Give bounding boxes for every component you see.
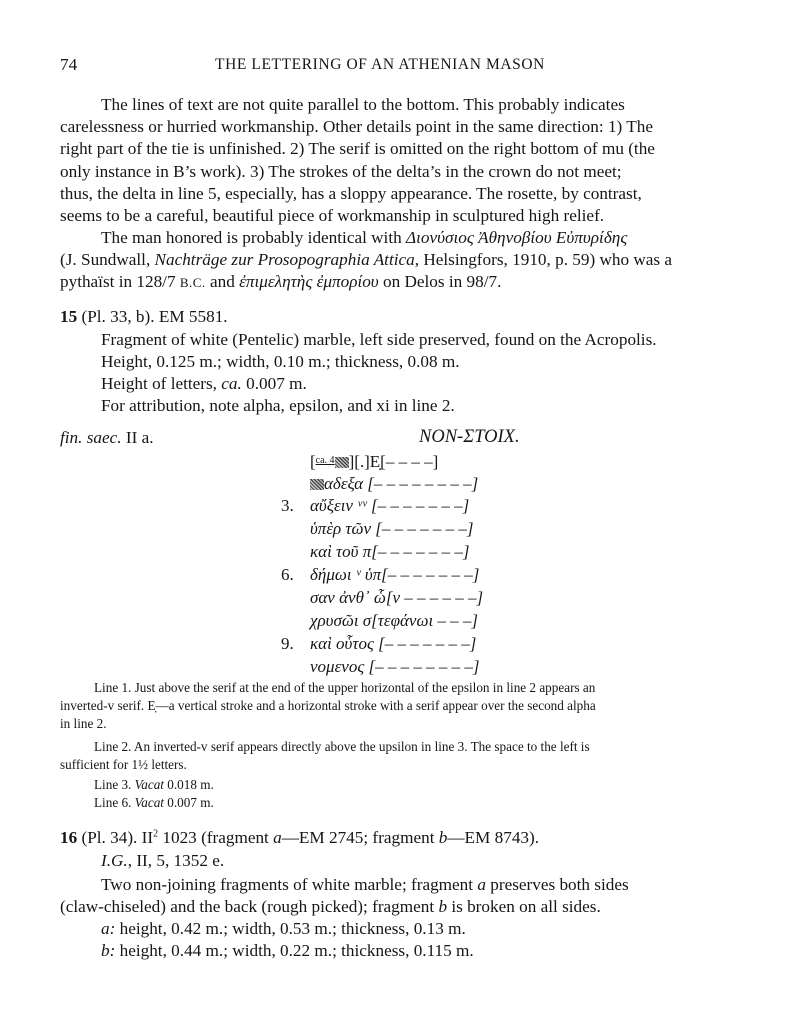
text: Height of letters, <box>101 374 222 393</box>
text: preserves both sides <box>485 875 629 894</box>
ig-reference <box>101 851 224 871</box>
dimensions-b <box>101 941 474 961</box>
text: (J. Sundwall, <box>60 250 155 269</box>
line-number: 6. <box>281 565 294 584</box>
fragment-label: b <box>438 897 448 916</box>
text: is broken on all sides. <box>447 897 601 916</box>
text: 0.007 m. <box>163 795 214 810</box>
description-line <box>60 897 601 917</box>
text: 1023 (fragment <box>158 828 274 847</box>
entry-reference: (Pl. 33, b). EM 5581. <box>77 307 228 326</box>
note-line: Line 1. Just above the serif at the end of the upper horizontal of the epsilon in line 2 appears an <box>94 680 596 695</box>
text-line <box>60 250 672 270</box>
text: —EM 8743). <box>447 828 540 847</box>
inscription-line-10: νομενος [– – – – – – – –] <box>310 657 480 676</box>
greek-title: ἐπιμελητὴς ἐμπορίου <box>239 272 379 291</box>
description-line: Height, 0.125 m.; width, 0.10 m.; thickness, 0.08 m. <box>101 352 460 371</box>
text: ][.]Ε̣[– – – –] <box>348 452 439 471</box>
text: , Helsingfors, 1910, p. 59) who was a <box>414 250 673 269</box>
page-number: 74 <box>60 55 78 74</box>
text-line: right part of the tie is unfinished. 2) The serif is omitted on the right bottom of mu (the <box>60 139 655 158</box>
entry-number: 16 <box>60 828 78 847</box>
letter-count: ca. 4 <box>315 455 335 466</box>
text: —EM 2745; fragment <box>281 828 439 847</box>
text: on Delos in 98/7. <box>378 272 502 291</box>
superscript: 2 <box>153 828 159 840</box>
fragment-label: a: <box>101 919 116 938</box>
inscription-line-3: αὔξειν ᵛᵛ [– – – – – – –] <box>310 496 470 515</box>
note-line <box>94 777 214 793</box>
text-line: The lines of text are not quite parallel to the bottom. This probably indicates <box>101 95 625 114</box>
note-line: inverted-v serif. Ε̣—a vertical stroke and a horizontal stroke with a serif appear over the second alpha <box>60 698 596 713</box>
inscription-style: NON-ΣΤΟΙΧ. <box>419 427 520 447</box>
fragment-label: a <box>477 875 486 894</box>
text-line: only instance in B’s work). 3) The strokes of the delta’s in the crown do not meet; <box>60 162 622 181</box>
date-label <box>60 428 154 448</box>
circa: ca. <box>221 374 242 393</box>
era-abbrev: B.C. <box>179 275 206 290</box>
text-line: carelessness or hurried workmanship. Other details point in the same direction: 1) The <box>60 117 653 136</box>
damaged-letter <box>310 479 324 490</box>
running-title: THE LETTERING OF AN ATHENIAN MASON <box>215 56 545 73</box>
text: fin. saec. <box>60 428 122 447</box>
text: 0.018 m. <box>163 777 214 792</box>
inscription-line-2 <box>310 474 478 494</box>
text: and <box>205 272 240 291</box>
text-line <box>101 228 627 248</box>
note-line: Line 2. An inverted-v serif appears directly above the upsilon in line 3. The space to the left is <box>94 739 590 754</box>
text: (claw-chiseled) and the back (rough picked); fragment <box>60 897 439 916</box>
damaged-letter <box>335 457 349 468</box>
text-line: seems to be a careful, beautiful piece of workmanship in sculptured high relief. <box>60 206 605 225</box>
inscription-line-8: χρυσῶι σ[τεφάνωι – – –] <box>310 611 479 630</box>
text: II a. <box>121 428 154 447</box>
inscription-line-1 <box>310 452 438 472</box>
inscription-line-7: σαν ἀνθ᾽ ὧ[ν – – – – – –] <box>310 588 484 607</box>
text: 0.007 m. <box>241 374 307 393</box>
attribution-note: For attribution, note alpha, epsilon, and xi in line 2. <box>101 396 455 415</box>
inscription-line-6: δήμωι ᵛ ὑπ[– – – – – – –] <box>310 565 480 584</box>
text: The man honored is probably identical with <box>101 228 407 247</box>
text: , II, 5, 1352 e. <box>127 851 225 870</box>
dimensions-a <box>101 919 466 939</box>
note-line <box>94 795 214 811</box>
text: Line 6. <box>94 795 135 810</box>
inscription-line-9: καὶ οὗτος [– – – – – – –] <box>310 634 477 653</box>
fragment-label: b: <box>101 941 116 960</box>
text-line: thus, the delta in line 5, especially, has a sloppy appearance. The rosette, by contrast, <box>60 184 642 203</box>
text-line <box>60 272 501 292</box>
text: αδεξα [– – – – – – – –] <box>324 474 479 493</box>
fragment-label: b <box>438 828 448 847</box>
entry-heading <box>60 828 539 848</box>
fragment-label: a <box>273 828 282 847</box>
text: height, 0.44 m.; width, 0.22 m.; thickness, 0.115 m. <box>115 941 474 960</box>
note-line: sufficient for 1½ letters. <box>60 757 187 772</box>
note-line: in line 2. <box>60 716 107 731</box>
line-number: 9. <box>281 634 294 653</box>
description-line: Fragment of white (Pentelic) marble, left side preserved, found on the Acropolis. <box>101 330 657 349</box>
description-line <box>101 875 629 895</box>
letter-height <box>101 374 307 394</box>
text: height, 0.42 m.; width, 0.53 m.; thickness, 0.13 m. <box>115 919 466 938</box>
entry-heading <box>60 307 228 327</box>
entry-number: 15 <box>60 307 78 326</box>
greek-name: Διονύσιος Ἀθηνοβίου Εὐπυρίδης <box>406 228 628 247</box>
line-number: 3. <box>281 496 294 515</box>
text: Two non-joining fragments of white marble; fragment <box>101 875 478 894</box>
text: I.G. <box>101 851 128 870</box>
vacat: Vacat <box>134 795 164 810</box>
inscription-line-4: ὑπὲρ τῶν [– – – – – – –] <box>310 519 474 538</box>
text: pythaïst in 128/7 <box>60 272 180 291</box>
book-title: Nachträge zur Prosopographia Attica <box>154 250 415 269</box>
text: (Pl. 34). II <box>77 828 154 847</box>
bracket: [ <box>310 452 316 471</box>
vacat: Vacat <box>134 777 164 792</box>
inscription-line-5: καὶ τοῦ π[– – – – – – –] <box>310 542 470 561</box>
text: Line 3. <box>94 777 135 792</box>
